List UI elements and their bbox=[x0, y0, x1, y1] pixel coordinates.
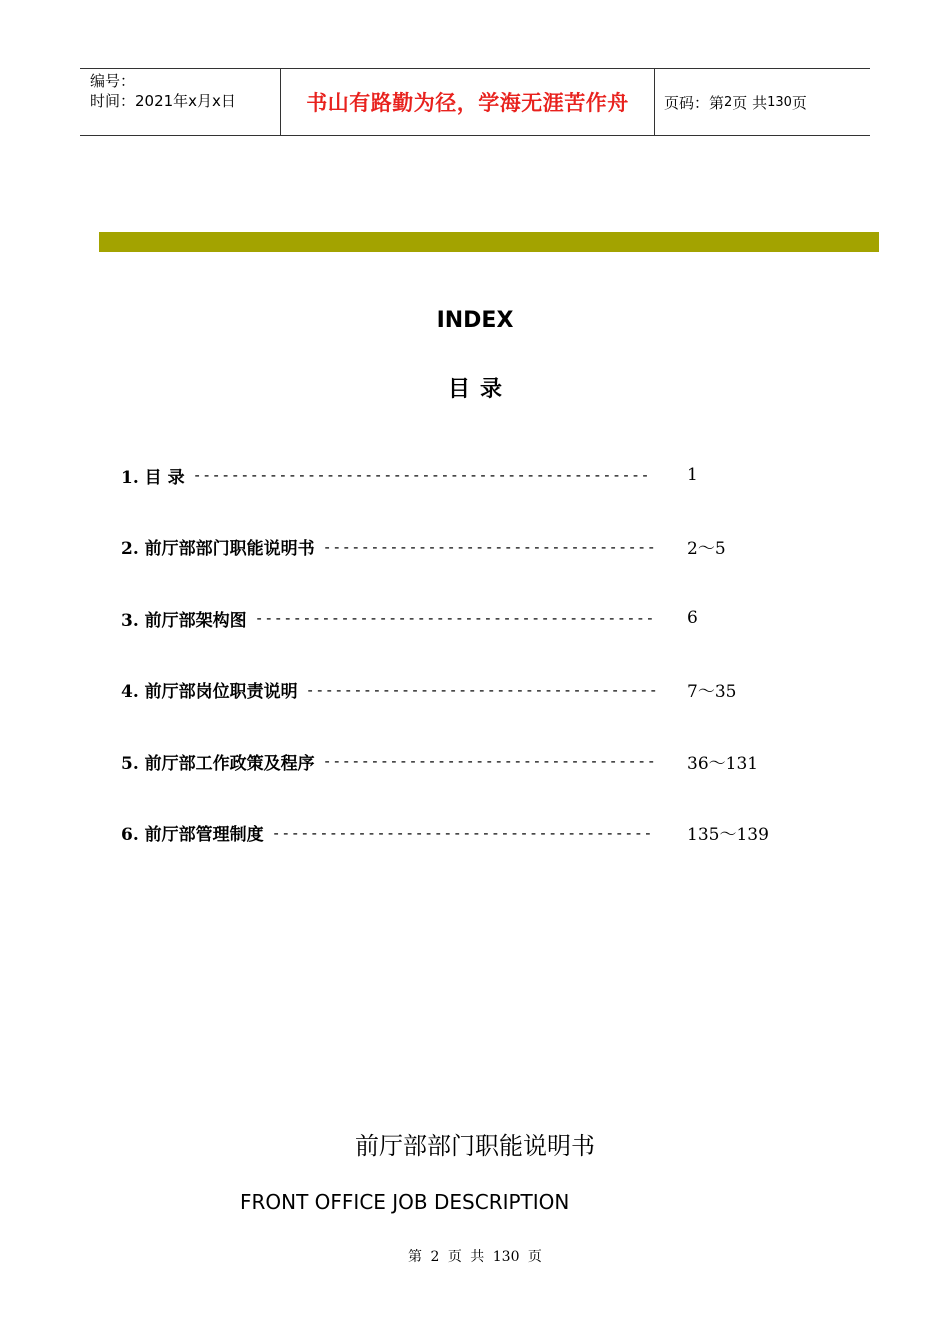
toc-entry-label: 3. 前厅部架构图 bbox=[121, 610, 247, 631]
page-mid: 页 共 bbox=[732, 93, 768, 112]
toc-entry[interactable] bbox=[121, 744, 841, 778]
header-motto: 书山有路勤为径，学海无涯苦作舟 bbox=[281, 69, 655, 135]
section-title: 前厅部部门职能说明书 bbox=[355, 1132, 595, 1160]
page-suffix: 页 bbox=[791, 93, 807, 112]
toc-entry-label: 1. 目 录 bbox=[121, 467, 185, 488]
toc-entry-page: 7～35 bbox=[687, 682, 737, 702]
section-subtitle: FRONT OFFICE JOB DESCRIPTION bbox=[240, 1190, 570, 1214]
toc-entry-label: 6. 前厅部管理制度 bbox=[121, 825, 264, 845]
header-page-info bbox=[655, 69, 870, 135]
toc-leader: ----------------------------------- bbox=[322, 537, 657, 556]
toc-entry-label: 2. 前厅部部门职能说明书 bbox=[121, 539, 315, 559]
toc-leader: ----------------------------------- bbox=[322, 752, 657, 770]
page-number: 2 bbox=[724, 94, 733, 110]
page-prefix: 页码：第 bbox=[664, 93, 725, 112]
index-title: INDEX bbox=[436, 308, 514, 333]
page-header bbox=[80, 68, 870, 136]
toc-leader: ------------------------------------------------ bbox=[192, 466, 651, 484]
toc-entry[interactable] bbox=[121, 816, 841, 850]
toc-entry[interactable] bbox=[121, 601, 841, 635]
toc-entry-page: 135～139 bbox=[687, 825, 769, 845]
toc-leader: ------------------------------------- bbox=[305, 680, 659, 699]
toc-entry-page: 2～5 bbox=[687, 539, 726, 559]
contents-title: 目录 bbox=[447, 377, 512, 402]
toc-entry-label: 5. 前厅部工作政策及程序 bbox=[121, 753, 315, 774]
toc-entry[interactable] bbox=[121, 530, 841, 564]
page-footer: 第 2 页 共 130 页 bbox=[408, 1249, 542, 1265]
page-total: 130 bbox=[767, 94, 792, 110]
toc-leader: ---------------------------------------- bbox=[271, 823, 653, 842]
decorative-bar bbox=[99, 232, 879, 252]
toc-entry-page: 6 bbox=[687, 608, 698, 628]
toc-entry-page: 1 bbox=[687, 465, 698, 485]
toc-entry-label: 4. 前厅部岗位职责说明 bbox=[121, 682, 298, 702]
header-meta bbox=[80, 69, 281, 135]
toc-entry[interactable] bbox=[121, 458, 841, 492]
toc-entry[interactable] bbox=[121, 673, 841, 707]
code-label: 编号： bbox=[90, 72, 136, 90]
time-label: 时间：2021年x月x日 bbox=[90, 92, 236, 110]
toc-leader: ------------------------------------------ bbox=[254, 609, 655, 627]
toc-entry-page: 36～131 bbox=[687, 753, 759, 774]
